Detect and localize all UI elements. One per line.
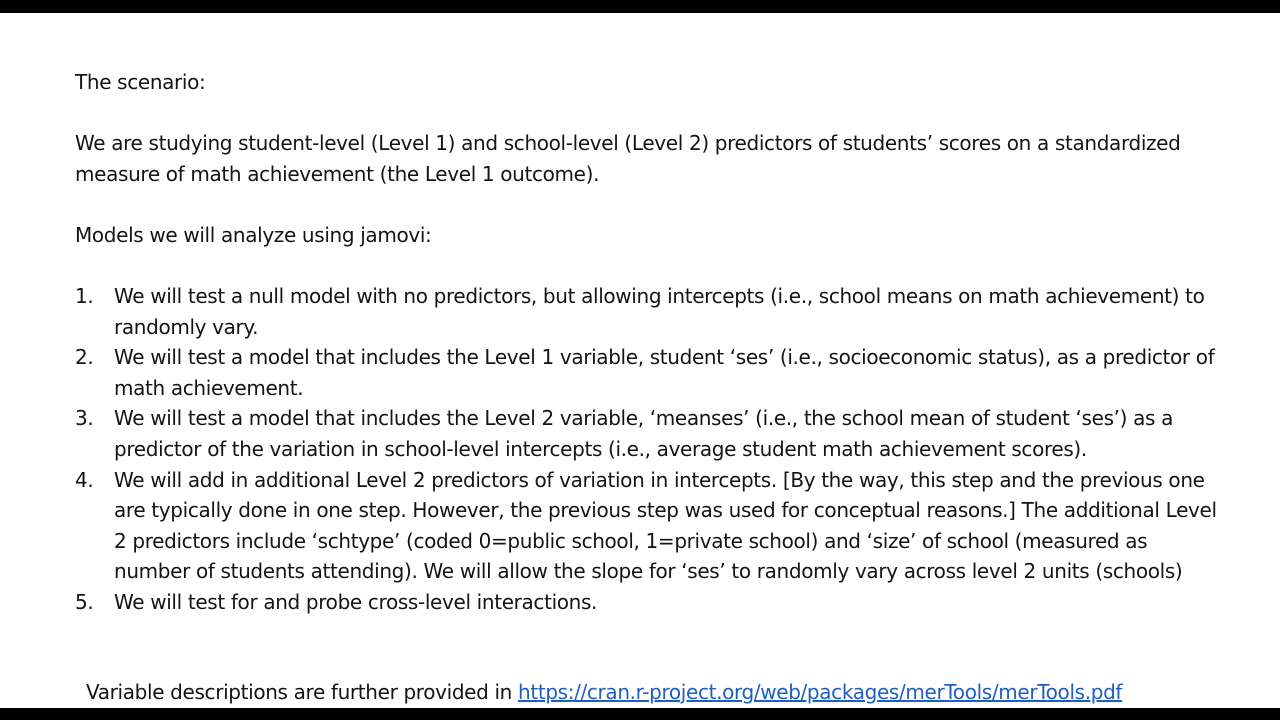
list-item	[75, 281, 1225, 342]
footer-text: Variable descriptions are further provided in	[86, 680, 519, 704]
slide	[0, 13, 1280, 708]
list-item-text: We will test for and probe cross-level interactions.	[114, 589, 598, 614]
list-item-number: 5.	[75, 589, 94, 614]
models-heading: Models we will analyze using jamovi:	[75, 223, 432, 247]
list-item-number: 1.	[75, 284, 94, 308]
list-item	[75, 403, 1225, 464]
list-item	[75, 342, 1225, 403]
list-item-number: 2.	[75, 345, 94, 370]
letterbox-top	[0, 0, 1280, 13]
mertools-pdf-link[interactable]: https://cran.r-project.org/web/packages/merTools/merTools.pdf	[518, 680, 1123, 704]
list-item	[75, 587, 1225, 618]
letterbox-bottom	[0, 708, 1280, 720]
footer-note	[86, 677, 1246, 707]
scenario-text: We are studying student-level (Level 1) and school-level (Level 2) predictors of students’ scores on a standardized measure of math achievement (the Level 1 outcome).	[75, 131, 1181, 186]
list-item-number: 4.	[75, 467, 94, 492]
list-item-text: We will test a model that includes the Level 2 variable, ‘meanses’ (i.e., the school mean of student ‘ses’) as a predictor of the variation in school-level intercepts (i.e., average student math achievement scores).	[114, 406, 1174, 461]
scenario-heading: The scenario:	[75, 70, 206, 94]
models-list	[75, 281, 1225, 618]
list-item-text: We will test a null model with no predictors, but allowing intercepts (i.e., school means on math achievement) to randomly vary.	[114, 284, 1205, 339]
list-item	[75, 465, 1225, 587]
list-item-number: 3.	[75, 406, 94, 431]
list-item-text: We will test a model that includes the Level 1 variable, student ‘ses’ (i.e., socioeconomic status), as a predictor of math achievement.	[114, 345, 1215, 400]
list-item-text: We will add in additional Level 2 predictors of variation in intercepts. [By the way, this step and the previous one are typically done in one step. However, the previous step was used for conceptual reasons.] The additional Level 2 predictors include ‘schtype’ (coded 0=public school, 1=private school) and ‘size’ of school (measured as number of students attending). We will allow the slope for ‘ses’ to randomly vary across level 2 units (schools)	[114, 467, 1217, 584]
